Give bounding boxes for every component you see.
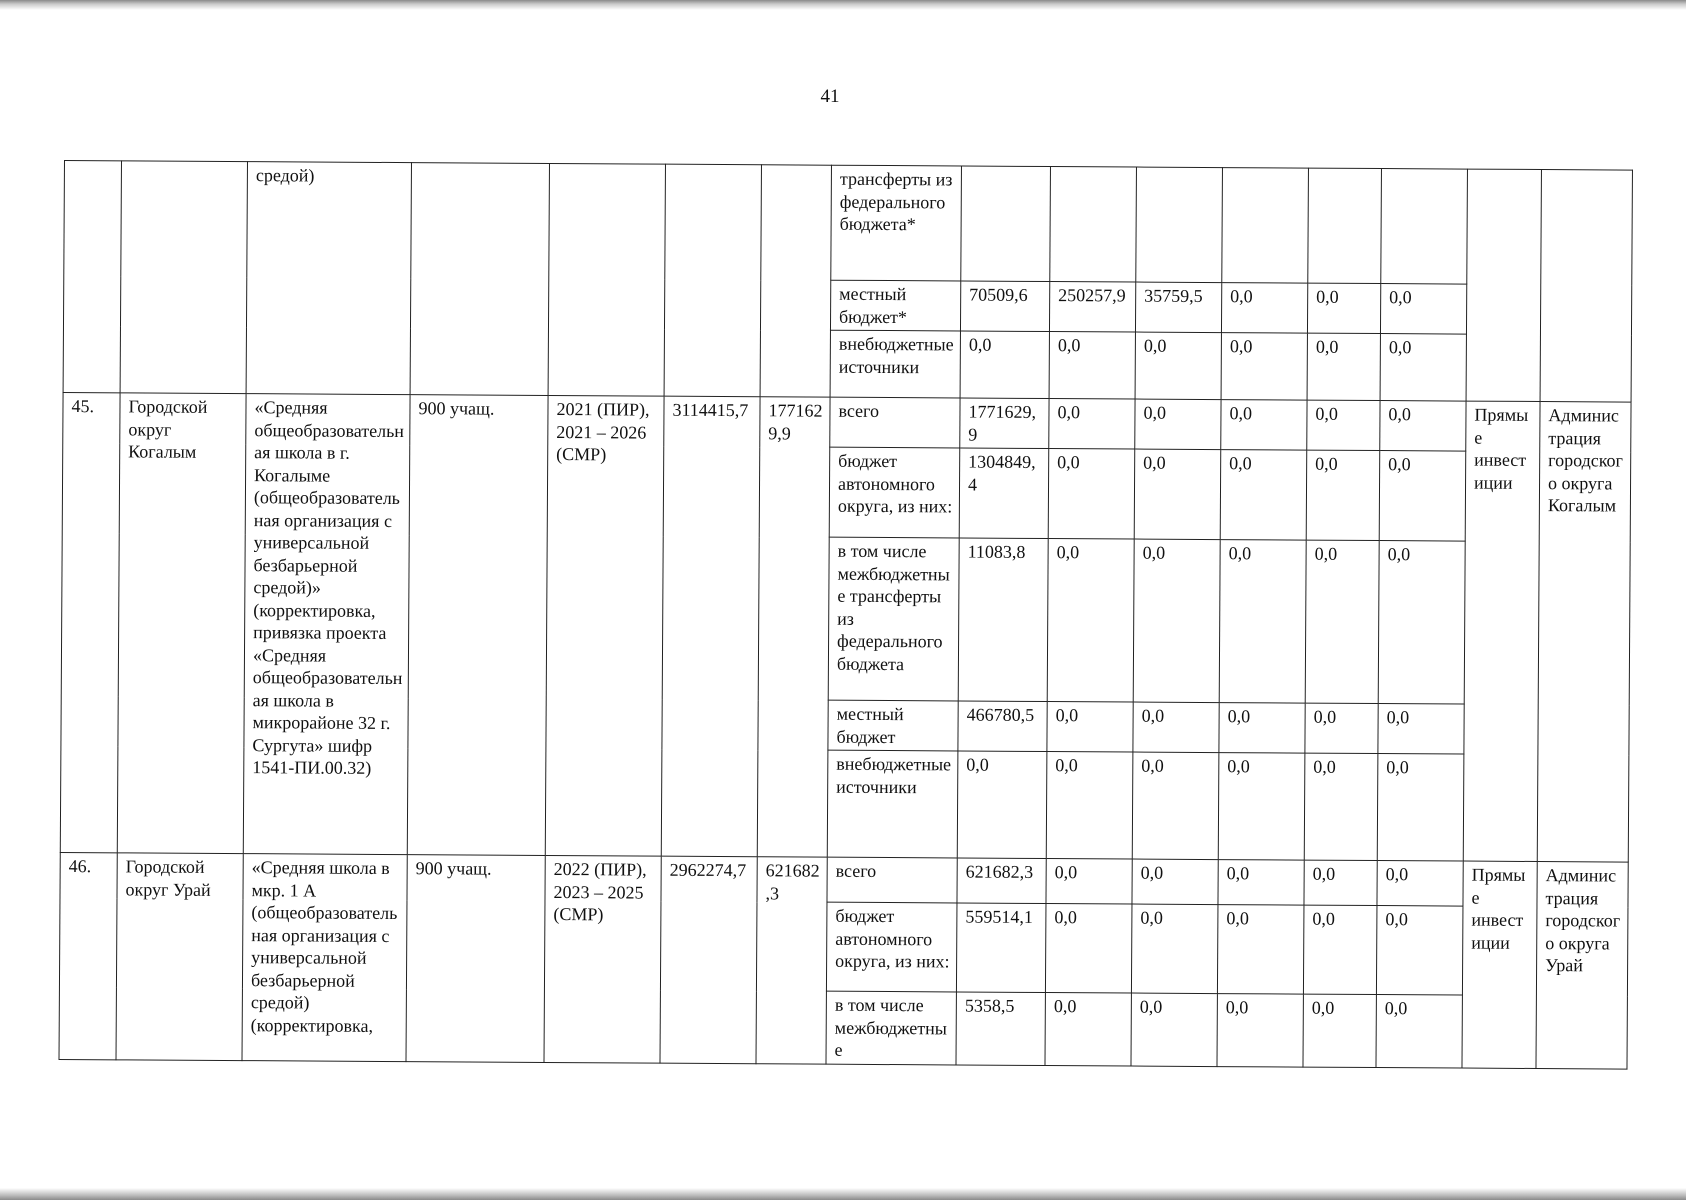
cell-value: 70509,6 [960, 281, 1049, 332]
cell-value: 250257,9 [1049, 282, 1135, 333]
cell-value: 0,0 [1218, 860, 1304, 906]
cell-value: 0,0 [1045, 904, 1132, 994]
cell-value: 1771629,9 [960, 398, 1049, 449]
cell-value: 0,0 [1047, 539, 1134, 703]
cell-value: 0,0 [1131, 904, 1218, 994]
cell-value [1136, 167, 1223, 283]
cell-customer: Администрация городского округа Когалым [1537, 402, 1631, 863]
cell-value: 0,0 [1219, 703, 1305, 754]
cell-value: 0,0 [1048, 449, 1135, 540]
cell-capacity [410, 163, 549, 396]
cell-value: 0,0 [1304, 753, 1378, 860]
cell-source: трансферты из федерального бюджета* [831, 165, 962, 281]
page-number: 41 [820, 86, 840, 107]
cell-value: 0,0 [1303, 994, 1376, 1067]
cell-cost [664, 164, 761, 397]
scan-edge-bottom [0, 1188, 1686, 1200]
cell-source: местный бюджет* [830, 280, 960, 331]
cell-customer [1540, 170, 1632, 403]
cell-value: 0,0 [960, 331, 1049, 399]
cell-value: 0,0 [1219, 540, 1306, 704]
cell-value: 0,0 [1133, 702, 1219, 753]
cell-object: «Средняя школа в мкр. 1 А (общеобразовательная организация с универсальной безбарьерной средой) (корректировка, [242, 854, 407, 1061]
cell-value: 0,0 [1221, 400, 1307, 451]
cell-value: 0,0 [1135, 332, 1221, 400]
cell-value: 0,0 [1305, 703, 1378, 753]
cell-value: 0,0 [1380, 334, 1466, 402]
cell-period: 2022 (ПИР), 2023 – 2025 (СМР) [544, 855, 661, 1062]
cell-value: 0,0 [1305, 540, 1379, 703]
cell-cost: 2962274,7 [660, 856, 757, 1063]
cell-value: 1304849,4 [959, 448, 1049, 539]
cell-municipality: Городской округ Урай [116, 853, 243, 1060]
document-sheet [59, 160, 1633, 1069]
cell-source: внебюджетные источники [827, 750, 958, 858]
cell-period: 2021 (ПИР), 2021 – 2026 (СМР) [545, 395, 664, 856]
cell-value: 35759,5 [1135, 282, 1221, 333]
cell-value [1381, 169, 1468, 285]
cell-value: 0,0 [1218, 753, 1305, 861]
investment-table [59, 160, 1633, 1069]
table-row [63, 392, 1631, 452]
cell-value: 0,0 [1376, 995, 1462, 1068]
cell-value: 0,0 [1046, 859, 1132, 905]
cell-value: 559514,1 [956, 903, 1046, 993]
cell-value: 0,0 [1131, 993, 1217, 1066]
cell-municipality: Городской округ Когалым [117, 393, 246, 854]
cell-remaining: 621682,3 [756, 857, 827, 1064]
cell-value: 466780,5 [958, 701, 1047, 752]
cell-value: 0,0 [1133, 539, 1220, 703]
cell-value: 0,0 [1303, 905, 1377, 994]
cell-customer: Администрация городского округа Урай [1536, 862, 1628, 1069]
cell-remaining [760, 165, 831, 397]
cell-value: 0,0 [1132, 859, 1218, 905]
cell-value: 0,0 [1049, 332, 1135, 400]
cell-value: 0,0 [957, 751, 1047, 859]
cell-source: местный бюджет [828, 700, 958, 751]
cell-value: 0,0 [1307, 400, 1380, 450]
cell-value: 0,0 [1376, 906, 1463, 996]
cell-value: 0,0 [1134, 449, 1221, 540]
cell-capacity: 900 учащ. [406, 855, 545, 1062]
cell-source: бюджет автономного округа, из них: [829, 447, 960, 538]
cell-value: 0,0 [1049, 399, 1135, 450]
cell-value: 0,0 [1377, 861, 1463, 907]
scan-edge-top [0, 0, 1686, 10]
cell-value: 0,0 [1380, 401, 1466, 452]
cell-municipality [120, 161, 247, 394]
cell-value: 621682,3 [957, 858, 1046, 904]
cell-source: внебюджетные источники [830, 330, 960, 398]
cell-object: «Средняя общеобразовательная школа в г. Когалыме (общеобразовательная организация с универсальной безбарьерной средой)» (корректировка, привязка проекта «Средняя общеобразовательная школа в микрорайоне 32 г. Сургута» шифр 1541-ПИ.00.32) [243, 394, 410, 855]
cell-value [961, 166, 1051, 282]
cell-value: 0,0 [1380, 284, 1466, 335]
cell-value: 0,0 [1221, 283, 1307, 334]
cell-value: 0,0 [1304, 860, 1377, 905]
cell-cost: 3114415,7 [661, 396, 760, 857]
cell-value: 0,0 [1220, 450, 1307, 541]
cell-value [1222, 168, 1309, 284]
cell-value: 11083,8 [958, 538, 1048, 702]
cell-source: бюджет автономного округа, из них: [826, 902, 957, 992]
cell-value: 0,0 [1217, 905, 1304, 995]
cell-capacity: 900 учащ. [407, 395, 548, 856]
cell-remaining: 1771629,9 [757, 397, 830, 857]
cell-value: 0,0 [1378, 704, 1464, 755]
cell-value: 0,0 [1045, 993, 1131, 1066]
cell-form: Прямые инвестиции [1463, 401, 1540, 861]
cell-period [548, 163, 665, 396]
table-row [60, 852, 1628, 907]
table-row [64, 161, 1633, 286]
cell-value [1308, 168, 1382, 283]
cell-value: 0,0 [1221, 333, 1307, 401]
cell-form [1466, 169, 1541, 401]
cell-value: 0,0 [1047, 702, 1133, 753]
cell-value: 0,0 [1217, 994, 1303, 1067]
cell-value: 0,0 [1046, 752, 1133, 860]
cell-value: 0,0 [1306, 450, 1380, 540]
cell-no: 46. [59, 852, 117, 1059]
cell-object: средой) [246, 162, 411, 395]
cell-source: в том числе межбюджетные трансферты из федерального бюджета [828, 537, 959, 701]
cell-value: 0,0 [1307, 333, 1380, 400]
cell-source: всего [830, 397, 960, 448]
cell-value: 0,0 [1379, 451, 1466, 542]
cell-value [1050, 167, 1137, 283]
cell-value: 0,0 [1378, 541, 1465, 705]
cell-value: 0,0 [1377, 754, 1464, 862]
cell-value: 5358,5 [956, 992, 1045, 1065]
cell-source: в том числе межбюджетные [826, 991, 956, 1064]
cell-no [63, 161, 121, 393]
cell-value: 0,0 [1307, 283, 1380, 333]
cell-value: 0,0 [1132, 752, 1219, 860]
cell-no: 45. [60, 392, 120, 852]
cell-form: Прямые инвестиции [1462, 861, 1537, 1068]
cell-value: 0,0 [1135, 399, 1221, 450]
cell-source: всего [827, 857, 957, 903]
